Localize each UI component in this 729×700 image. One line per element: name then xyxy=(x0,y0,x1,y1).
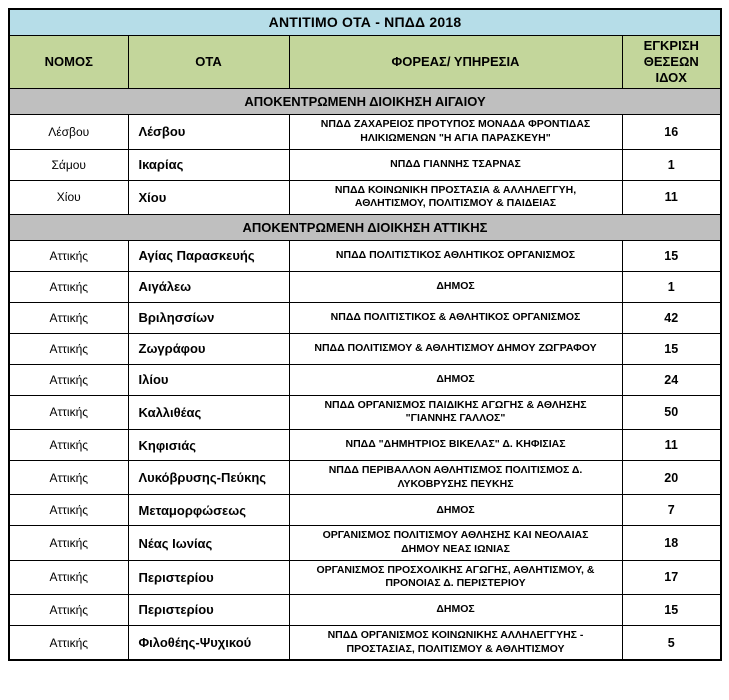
table-row xyxy=(9,526,721,560)
nomos-cell: Αττικής xyxy=(9,395,128,429)
foreas-cell: ΝΠΔΔ ΠΟΛΙΤΙΣΜΟΥ & ΑΘΛΗΤΙΣΜΟΥ ΔΗΜΟΥ ΖΩΓΡΑΦΟΥ xyxy=(289,333,622,364)
column-header-foreas: ΦΟΡΕΑΣ/ ΥΠΗΡΕΣΙΑ xyxy=(289,35,622,89)
nomos-cell: Χίου xyxy=(9,180,128,214)
ota-npdd-table xyxy=(8,8,722,661)
ota-cell: Νέας Ιωνίας xyxy=(128,526,289,560)
nomos-cell: Αττικής xyxy=(9,240,128,271)
table-row xyxy=(9,495,721,526)
idox-cell: 42 xyxy=(622,302,721,333)
table-row xyxy=(9,240,721,271)
idox-cell: 15 xyxy=(622,333,721,364)
idox-cell: 15 xyxy=(622,240,721,271)
ota-cell: Κηφισιάς xyxy=(128,430,289,461)
section-header: ΑΠΟΚΕΝΤΡΩΜΕΝΗ ΔΙΟΙΚΗΣΗ ΑΙΓΑΙΟΥ xyxy=(9,89,721,115)
foreas-cell: ΝΠΔΔ ΖΑΧΑΡΕΙΟΣ ΠΡΟΤΥΠΟΣ ΜΟΝΑΔΑ ΦΡΟΝΤΙΔΑΣ ΗΛΙΚΙΩΜΕΝΩΝ "Η ΑΓΙΑ ΠΑΡΑΣΚΕΥΗ" xyxy=(289,115,622,149)
idox-cell: 15 xyxy=(622,594,721,625)
idox-cell: 17 xyxy=(622,560,721,594)
idox-cell: 11 xyxy=(622,180,721,214)
ota-cell: Βριλησσίων xyxy=(128,302,289,333)
idox-cell: 20 xyxy=(622,461,721,495)
ota-cell: Ζωγράφου xyxy=(128,333,289,364)
idox-cell: 18 xyxy=(622,526,721,560)
foreas-cell: ΝΠΔΔ ΠΕΡΙΒΑΛΛΟΝ ΑΘΛΗΤΙΣΜΟΣ ΠΟΛΙΤΙΣΜΟΣ Δ. ΛΥΚΟΒΡΥΣΗΣ ΠΕΥΚΗΣ xyxy=(289,461,622,495)
table-row xyxy=(9,625,721,660)
ota-cell: Λυκόβρυσης-Πεύκης xyxy=(128,461,289,495)
nomos-cell: Σάμου xyxy=(9,149,128,180)
ota-cell: Φιλοθέης-Ψυχικού xyxy=(128,625,289,660)
foreas-cell: ΝΠΔΔ ΚΟΙΝΩΝΙΚΗ ΠΡΟΣΤΑΣΙΑ & ΑΛΛΗΛΕΓΓΥΗ, ΑΘΛΗΤΙΣΜΟΥ, ΠΟΛΙΤΙΣΜΟΥ & ΠΑΙΔΕΙΑΣ xyxy=(289,180,622,214)
idox-cell: 1 xyxy=(622,149,721,180)
ota-cell: Περιστερίου xyxy=(128,560,289,594)
table-row xyxy=(9,149,721,180)
column-header-nomos: ΝΟΜΟΣ xyxy=(9,35,128,89)
foreas-cell: ΟΡΓΑΝΙΣΜΟΣ ΠΟΛΙΤΙΣΜΟΥ ΑΘΛΗΣΗΣ ΚΑΙ ΝΕΟΛΑΙΑΣ ΔΗΜΟΥ ΝΕΑΣ ΙΩΝΙΑΣ xyxy=(289,526,622,560)
nomos-cell: Αττικής xyxy=(9,594,128,625)
ota-cell: Καλλιθέας xyxy=(128,395,289,429)
nomos-cell: Αττικής xyxy=(9,461,128,495)
section-header-row xyxy=(9,89,721,115)
table-row xyxy=(9,364,721,395)
nomos-cell: Αττικής xyxy=(9,302,128,333)
title-row xyxy=(9,9,721,35)
ota-cell: Αιγάλεω xyxy=(128,271,289,302)
nomos-cell: Αττικής xyxy=(9,271,128,302)
nomos-cell: Αττικής xyxy=(9,333,128,364)
ota-cell: Ικαρίας xyxy=(128,149,289,180)
ota-cell: Περιστερίου xyxy=(128,594,289,625)
section-header: ΑΠΟΚΕΝΤΡΩΜΕΝΗ ΔΙΟΙΚΗΣΗ ΑΤΤΙΚΗΣ xyxy=(9,214,721,240)
table-title: ΑΝΤΙΤΙΜΟ ΟΤΑ - ΝΠΔΔ 2018 xyxy=(9,9,721,35)
column-header-ota: ΟΤΑ xyxy=(128,35,289,89)
table-row xyxy=(9,333,721,364)
idox-cell: 24 xyxy=(622,364,721,395)
table-row xyxy=(9,180,721,214)
foreas-cell: ΝΠΔΔ ΟΡΓΑΝΙΣΜΟΣ ΠΑΙΔΙΚΗΣ ΑΓΩΓΗΣ & ΑΘΛΗΣΗΣ "ΓΙΑΝΝΗΣ ΓΑΛΛΟΣ" xyxy=(289,395,622,429)
table-row xyxy=(9,302,721,333)
nomos-cell: Αττικής xyxy=(9,430,128,461)
foreas-cell: ΝΠΔΔ ΠΟΛΙΤΙΣΤΙΚΟΣ ΑΘΛΗΤΙΚΟΣ ΟΡΓΑΝΙΣΜΟΣ xyxy=(289,240,622,271)
table-row xyxy=(9,271,721,302)
column-header-row xyxy=(9,35,721,89)
foreas-cell: ΝΠΔΔ ΠΟΛΙΤΙΣΤΙΚΟΣ & ΑΘΛΗΤΙΚΟΣ ΟΡΓΑΝΙΣΜΟΣ xyxy=(289,302,622,333)
idox-cell: 16 xyxy=(622,115,721,149)
table-row xyxy=(9,461,721,495)
nomos-cell: Λέσβου xyxy=(9,115,128,149)
foreas-cell: ΝΠΔΔ ΓΙΑΝΝΗΣ ΤΣΑΡΝΑΣ xyxy=(289,149,622,180)
nomos-cell: Αττικής xyxy=(9,364,128,395)
table-row xyxy=(9,594,721,625)
nomos-cell: Αττικής xyxy=(9,526,128,560)
idox-cell: 1 xyxy=(622,271,721,302)
table-row xyxy=(9,560,721,594)
ota-cell: Μεταμορφώσεως xyxy=(128,495,289,526)
foreas-cell: ΟΡΓΑΝΙΣΜΟΣ ΠΡΟΣΧΟΛΙΚΗΣ ΑΓΩΓΗΣ, ΑΘΛΗΤΙΣΜΟΥ, & ΠΡΟΝΟΙΑΣ Δ. ΠΕΡΙΣΤΕΡΙΟΥ xyxy=(289,560,622,594)
table-row xyxy=(9,115,721,149)
ota-cell: Ιλίου xyxy=(128,364,289,395)
ota-cell: Αγίας Παρασκευής xyxy=(128,240,289,271)
idox-cell: 5 xyxy=(622,625,721,660)
idox-cell: 50 xyxy=(622,395,721,429)
table-row xyxy=(9,430,721,461)
idox-cell: 11 xyxy=(622,430,721,461)
nomos-cell: Αττικής xyxy=(9,625,128,660)
foreas-cell: ΔΗΜΟΣ xyxy=(289,594,622,625)
column-header-idox: ΕΓΚΡΙΣΗ ΘΕΣΕΩΝ ΙΔΟΧ xyxy=(622,35,721,89)
nomos-cell: Αττικής xyxy=(9,560,128,594)
ota-cell: Λέσβου xyxy=(128,115,289,149)
foreas-cell: ΝΠΔΔ ΟΡΓΑΝΙΣΜΟΣ ΚΟΙΝΩΝΙΚΗΣ ΑΛΛΗΛΕΓΓΥΗΣ - ΠΡΟΣΤΑΣΙΑΣ, ΠΟΛΙΤΙΣΜΟΥ & ΑΘΛΗΤΙΣΜΟΥ xyxy=(289,625,622,660)
foreas-cell: ΔΗΜΟΣ xyxy=(289,271,622,302)
ota-cell: Χίου xyxy=(128,180,289,214)
idox-cell: 7 xyxy=(622,495,721,526)
foreas-cell: ΔΗΜΟΣ xyxy=(289,364,622,395)
table-row xyxy=(9,395,721,429)
foreas-cell: ΝΠΔΔ "ΔΗΜΗΤΡΙΟΣ ΒΙΚΕΛΑΣ" Δ. ΚΗΦΙΣΙΑΣ xyxy=(289,430,622,461)
foreas-cell: ΔΗΜΟΣ xyxy=(289,495,622,526)
section-header-row xyxy=(9,214,721,240)
nomos-cell: Αττικής xyxy=(9,495,128,526)
